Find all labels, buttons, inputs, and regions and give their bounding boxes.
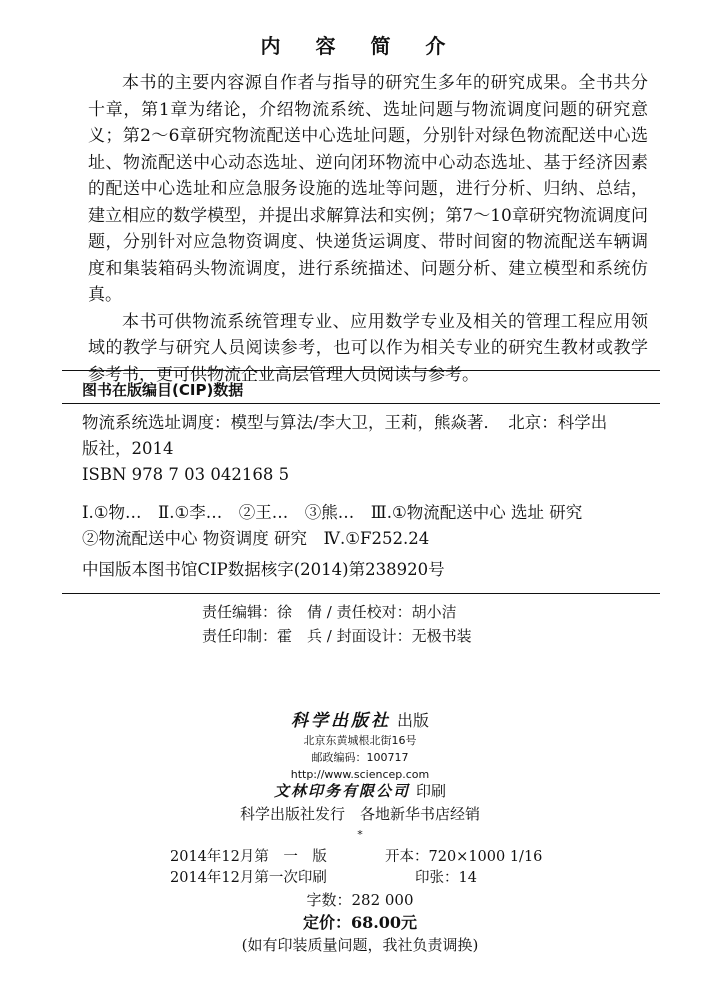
- printing-date: 2014年12月第一次印刷: [170, 870, 327, 886]
- printer-name: 文林印务有限公司: [273, 782, 410, 800]
- divider: [62, 593, 660, 594]
- cip-subject-line: Ⅰ.①物… Ⅱ.①李… ②王… ③熊… Ⅲ.①物流配送中心 选址 研究: [82, 503, 583, 522]
- edition-date: 2014年12月第 一 版: [170, 849, 327, 865]
- printing-row: [170, 867, 590, 889]
- sheet-count: 印张：14: [415, 870, 477, 886]
- cip-book-line: 版社，2014: [82, 439, 174, 458]
- intro-paragraph: 本书可供物流系统管理专业、应用数学专业及相关的管理工程应用领域的教学与研究人员阅读参考，也可以作为相关专业的研究生教材或教学参考书，更可供物流企业高层管理人员阅读与参考。: [88, 311, 648, 385]
- cip-subjects: [82, 500, 642, 552]
- word-count: 字数：282 000: [306, 891, 414, 909]
- cip-book-entry: [82, 410, 642, 488]
- publisher-address: 北京东黄城根北街16号: [303, 734, 417, 747]
- intro-section: [88, 70, 648, 388]
- cip-subject-line: ②物流配送中心 物资调度 研究 Ⅳ.①F252.24: [82, 529, 430, 548]
- printer-line: [0, 780, 720, 801]
- publisher-url: http://www.sciencep.com: [290, 768, 430, 781]
- page-title: 内 容 简 介: [260, 34, 460, 58]
- publisher-postcode: 邮政编码：100717: [311, 751, 409, 764]
- intro-paragraph: 本书的主要内容源自作者与指导的研究生多年的研究成果。全书共分十章，第1章为绪论，介绍物流系统、选址问题与物流调度问题的研究意义；第2～6章研究物流配送中心选址问题，分别针对绿色物流配送中心选址、物流配送中心动态选址、逆向闭环物流中心动态选址、基于经济因素的配送中心选址和应急服务设施的选址等问题，进行分析、归纳、总结，建立相应的数学模型，并提出求解算法和实例；第7～10章研究物流调度问题，分别针对应急物资调度、快递货运调度、带时间窗的物流配送车辆调度和集装箱码头物流调度，进行系统描述、问题分析、建立模型和系统仿真。: [88, 73, 648, 305]
- divider: [62, 370, 660, 371]
- printer-role: 印刷: [416, 782, 447, 800]
- separator-star: *: [357, 828, 363, 841]
- publisher-line: [0, 706, 720, 731]
- cip-heading: 图书在版编目(CIP)数据: [82, 381, 244, 399]
- price: 定价：68.00元: [302, 913, 418, 932]
- format-size: 开本：720×1000 1/16: [385, 849, 543, 865]
- roles-line: 责任印制：霍 兵 / 封面设计：无极书装: [202, 627, 472, 645]
- roles-line: 责任编辑：徐 倩 / 责任校对：胡小洁: [202, 603, 457, 621]
- cip-book-line: 物流系统选址调度：模型与算法/李大卫，王莉，熊焱著． 北京：科学出: [82, 413, 608, 432]
- quality-note: (如有印装质量问题，我社负责调换): [241, 936, 479, 954]
- cip-isbn: ISBN 978 7 03 042168 5: [82, 465, 290, 484]
- publisher-name: 科学出版社: [290, 711, 391, 731]
- cip-catalog-note: 中国版本图书馆CIP数据核字(2014)第238920号: [82, 560, 445, 579]
- publisher-role: 出版: [396, 711, 429, 730]
- divider: [62, 403, 660, 404]
- edition-row: [170, 846, 590, 868]
- roles-block: [202, 600, 562, 648]
- distribution-line: 科学出版社发行 各地新华书店经销: [239, 805, 480, 823]
